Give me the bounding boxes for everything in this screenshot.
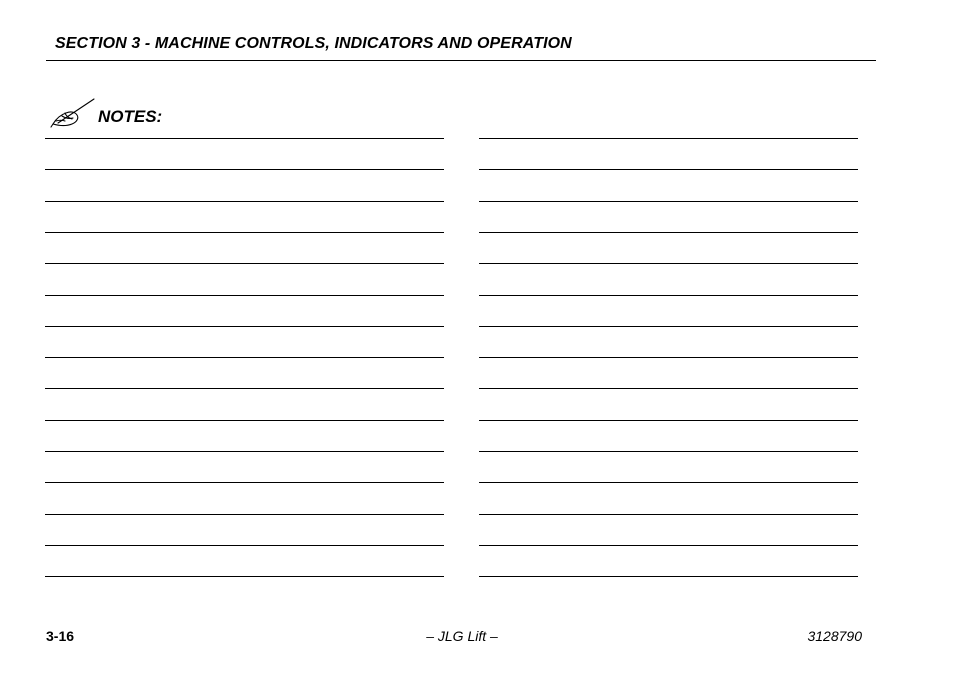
note-line — [479, 232, 858, 233]
note-line — [45, 420, 444, 421]
note-line — [479, 169, 858, 170]
page-number: 3-16 — [46, 628, 75, 644]
note-line — [45, 138, 444, 139]
note-line — [479, 326, 858, 327]
note-line — [479, 357, 858, 358]
note-line — [479, 576, 858, 577]
writing-hand-icon — [50, 97, 96, 129]
note-line — [45, 388, 444, 389]
note-line — [479, 295, 858, 296]
document-number: 3128790 — [807, 628, 862, 644]
note-line — [479, 482, 858, 483]
note-line — [479, 420, 858, 421]
note-line — [45, 482, 444, 483]
note-line — [45, 201, 444, 202]
note-line — [45, 514, 444, 515]
note-line — [45, 576, 444, 577]
note-line — [45, 357, 444, 358]
note-line — [479, 201, 858, 202]
note-line — [45, 326, 444, 327]
note-line — [479, 545, 858, 546]
note-line — [479, 263, 858, 264]
note-line — [479, 388, 858, 389]
note-line — [45, 295, 444, 296]
footer-brand: – JLG Lift – — [426, 628, 498, 644]
header-divider — [46, 60, 876, 61]
note-line — [479, 138, 858, 139]
note-line — [45, 232, 444, 233]
section-title: SECTION 3 - MACHINE CONTROLS, INDICATORS AND OPERATION — [55, 35, 572, 52]
note-line — [479, 514, 858, 515]
note-line — [45, 545, 444, 546]
note-line — [479, 451, 858, 452]
note-line — [45, 451, 444, 452]
note-line — [45, 263, 444, 264]
note-line — [45, 169, 444, 170]
notes-label: NOTES: — [98, 107, 163, 126]
